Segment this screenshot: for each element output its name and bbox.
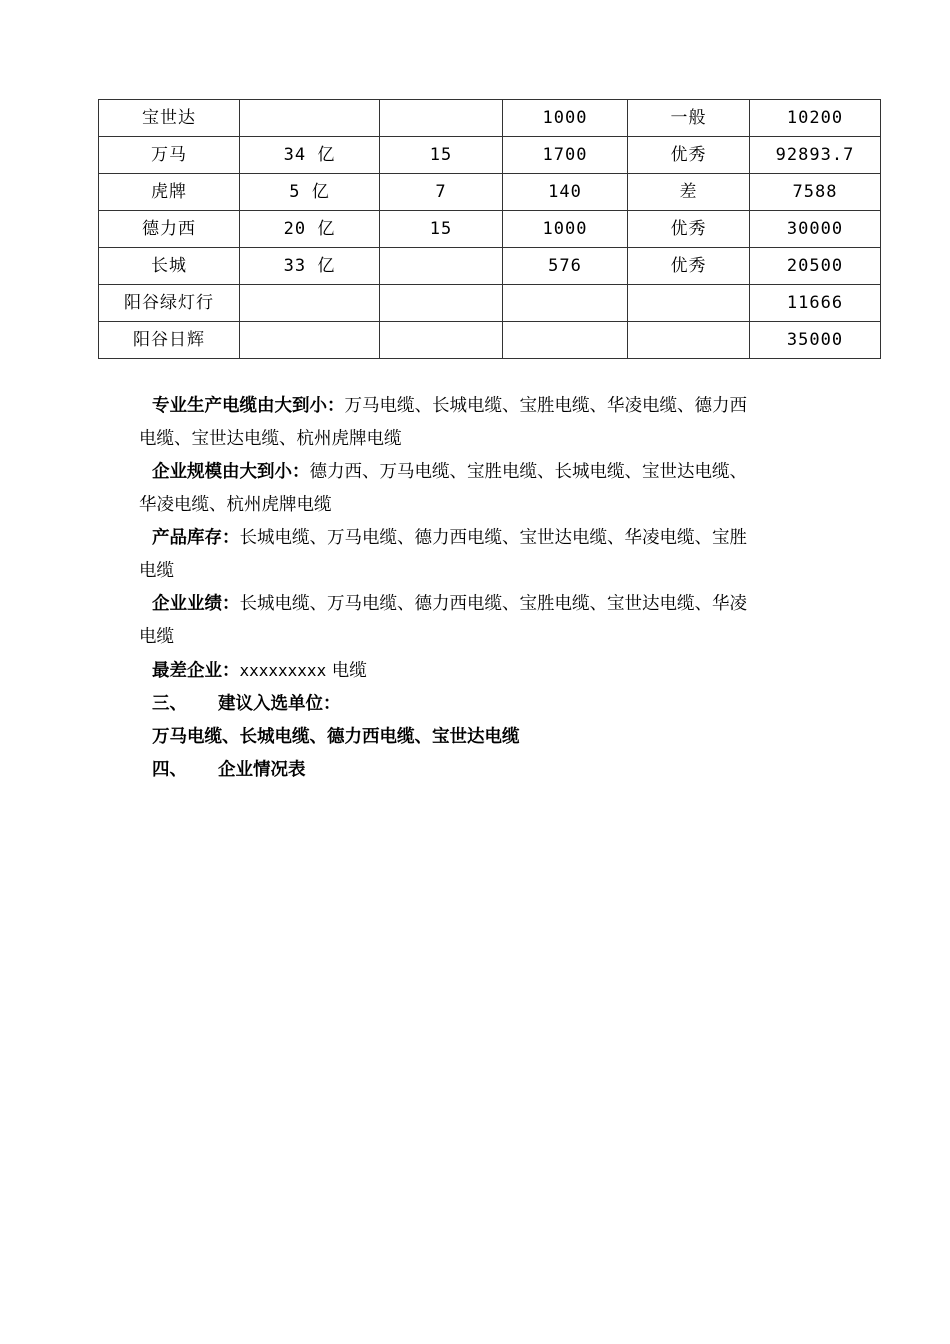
table-cell: 长城: [99, 248, 240, 285]
paragraph-lead: 企业业绩：: [152, 594, 240, 614]
table-cell: [240, 285, 380, 322]
worst-enterprise-value: xxxxxxxxx: [239, 661, 327, 680]
table-cell: [380, 100, 503, 137]
recommended-units: 万马电缆、长城电缆、德力西电缆、宝世达电缆: [152, 727, 520, 747]
paragraph-lead: 最差企业：: [152, 661, 240, 681]
table-cell: 差: [628, 174, 750, 211]
table-cell: [380, 322, 503, 359]
table-cell: 宝世达: [99, 100, 240, 137]
table-cell: 德力西: [99, 211, 240, 248]
table-cell: 优秀: [628, 248, 750, 285]
table-cell: [628, 322, 750, 359]
section-title: 企业情况表: [218, 760, 306, 780]
table-row: [99, 248, 881, 285]
paragraph-text-continued: 电缆: [139, 627, 174, 647]
table-cell: 30000: [750, 211, 881, 248]
table-cell: 1000: [503, 100, 628, 137]
paragraph-text: 长城电缆、万马电缆、德力西电缆、宝世达电缆、华凌电缆、宝胜: [239, 528, 747, 548]
table-cell: 5 亿: [240, 174, 380, 211]
table-cell: 35000: [750, 322, 881, 359]
table-cell: [380, 248, 503, 285]
table-row: [99, 322, 881, 359]
paragraph-production-ranking: [139, 390, 864, 456]
table-cell: 7588: [750, 174, 881, 211]
table-cell: 10200: [750, 100, 881, 137]
table-cell: 7: [380, 174, 503, 211]
table-cell: 15: [380, 211, 503, 248]
table-cell: [240, 322, 380, 359]
worst-enterprise-suffix: 电缆: [331, 661, 367, 681]
table-cell: [503, 285, 628, 322]
table-cell: 11666: [750, 285, 881, 322]
paragraph-text-continued: 电缆、宝世达电缆、杭州虎牌电缆: [139, 429, 402, 449]
enterprise-comparison-table: [98, 99, 881, 359]
section-heading-recommended: [152, 688, 864, 721]
table-cell: 20500: [750, 248, 881, 285]
paragraph-text: 长城电缆、万马电缆、德力西电缆、宝胜电缆、宝世达电缆、华凌: [239, 594, 747, 614]
paragraph-performance: [139, 588, 864, 654]
table-cell: 一般: [628, 100, 750, 137]
table-cell: [380, 285, 503, 322]
paragraph-lead: 企业规模由大到小：: [152, 462, 310, 482]
table-row: [99, 137, 881, 174]
paragraph-text-continued: 电缆: [139, 561, 174, 581]
paragraph-worst-enterprise: [152, 654, 864, 688]
paragraph-lead: 专业生产电缆由大到小：: [152, 396, 345, 416]
table-cell: [503, 322, 628, 359]
paragraph-scale-ranking: [139, 456, 864, 522]
section-number: 四、: [152, 760, 187, 780]
table-row: [99, 211, 881, 248]
summary-text-block: [139, 390, 864, 787]
paragraph-text: 万马电缆、长城电缆、宝胜电缆、华凌电缆、德力西: [344, 396, 747, 416]
table-cell: 576: [503, 248, 628, 285]
table-row: [99, 100, 881, 137]
table-cell: 20 亿: [240, 211, 380, 248]
table-cell: 虎牌: [99, 174, 240, 211]
paragraph-inventory: [139, 522, 864, 588]
table-cell: 92893.7: [750, 137, 881, 174]
table-row: [99, 285, 881, 322]
table-cell: 15: [380, 137, 503, 174]
table-cell: 阳谷日辉: [99, 322, 240, 359]
table-cell: 优秀: [628, 137, 750, 174]
table-cell: 140: [503, 174, 628, 211]
table-cell: 33 亿: [240, 248, 380, 285]
paragraph-lead: 产品库存：: [152, 528, 240, 548]
table-cell: 优秀: [628, 211, 750, 248]
paragraph-text: 德力西、万马电缆、宝胜电缆、长城电缆、宝世达电缆、: [309, 462, 747, 482]
paragraph-text-continued: 华凌电缆、杭州虎牌电缆: [139, 495, 332, 515]
section-number: 三、: [152, 694, 187, 714]
table-cell: 万马: [99, 137, 240, 174]
section-title: 建议入选单位：: [218, 694, 341, 714]
table-cell: 34 亿: [240, 137, 380, 174]
table-cell: 1000: [503, 211, 628, 248]
table-cell: 阳谷绿灯行: [99, 285, 240, 322]
table-cell: [628, 285, 750, 322]
table-cell: 1700: [503, 137, 628, 174]
section-heading-enterprise-table: [152, 754, 864, 787]
table-cell: [240, 100, 380, 137]
table-row: [99, 174, 881, 211]
